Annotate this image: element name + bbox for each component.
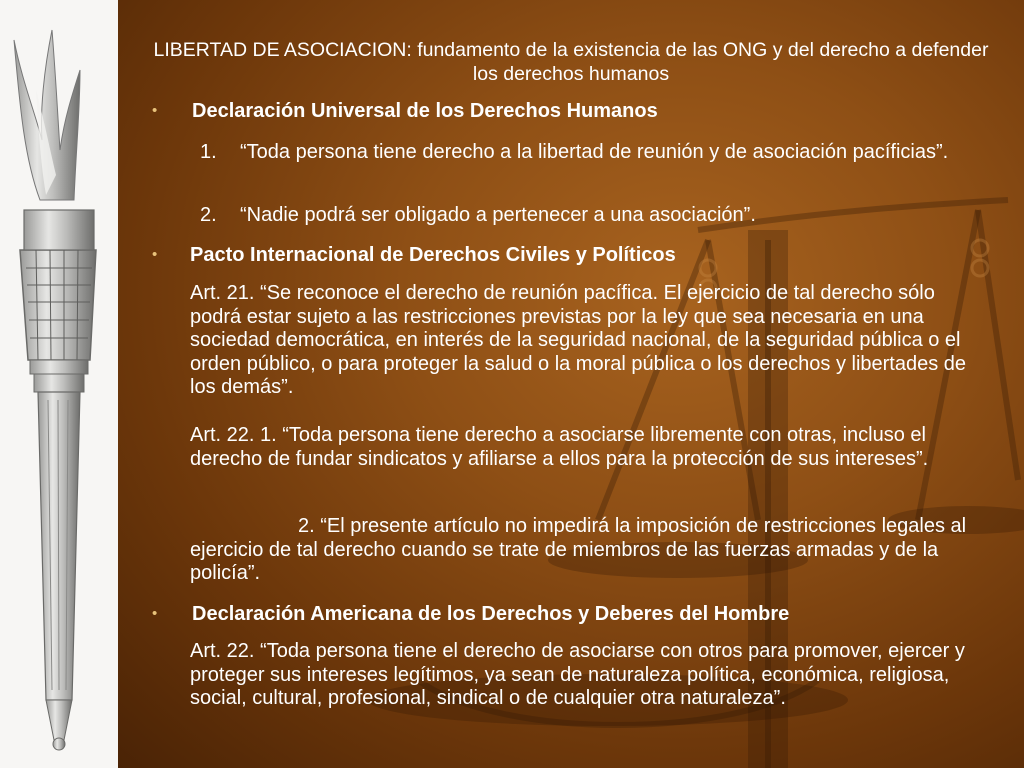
section-heading-american-declaration (152, 602, 789, 627)
torch-illustration (0, 0, 118, 768)
slide-title: LIBERTAD DE ASOCIACION: fundamento de la existencia de las ONG y del derecho a defender los derechos humanos (153, 39, 989, 85)
slide-area (118, 0, 1024, 768)
section-heading-text: Declaración Universal de los Derechos Humanos (192, 100, 658, 122)
article-paragraph: Art. 22. “Toda persona tiene el derecho de asociarse con otros para promover, ejercer y proteger sus intereses legítimos, ya sean de naturaleza política, económica, religiosa, social, cultural, profesional, sindical o de cualquier otra naturaleza”. (190, 640, 965, 709)
article-paragraph: Art. 22. 1. “Toda persona tiene derecho a asociarse libremente con otras, incluso el derecho de fundar sindicatos y afiliarse a ellos para la protección de sus intereses”. (190, 424, 929, 470)
list-text: “Nadie podrá ser obligado a pertenecer a una asociación”. (240, 204, 756, 226)
section-heading-iccpr (152, 243, 676, 268)
list-number: 2. (200, 204, 217, 226)
article-paragraph: 2. “El presente artículo no impedirá la imposición de restricciones legales al ejercicio de tal derecho cuando se trate de miembros de las fuerzas armadas y de la policía”. (190, 515, 967, 584)
list-item (200, 204, 990, 228)
section-heading-text: Declaración Americana de los Derechos y Deberes del Hombre (192, 603, 790, 625)
article-paragraph: Art. 21. “Se reconoce el derecho de reunión pacífica. El ejercicio de tal derecho sólo podrá estar sujeto a las restricciones previstas por la ley que sea necesaria en una sociedad democrática, en interés de la seguridad nacional, de la seguridad pública o el orden público, o para proteger la salud o la moral pública o los derechos y libertades de los demás”. (190, 282, 967, 398)
slide-content (118, 0, 1024, 768)
section-heading-text: Pacto Internacional de Derechos Civiles y Políticos (190, 244, 676, 266)
bullet-marker: • (152, 605, 158, 622)
left-decoration-panel (0, 0, 118, 768)
list-text: “Toda persona tiene derecho a la libertad de reunión y de asociación pacíficias”. (240, 141, 949, 163)
section-heading-udhr (152, 99, 658, 124)
bullet-marker: • (152, 102, 158, 119)
bullet-marker: • (152, 246, 158, 263)
list-item (200, 141, 990, 165)
list-number: 1. (200, 141, 217, 163)
